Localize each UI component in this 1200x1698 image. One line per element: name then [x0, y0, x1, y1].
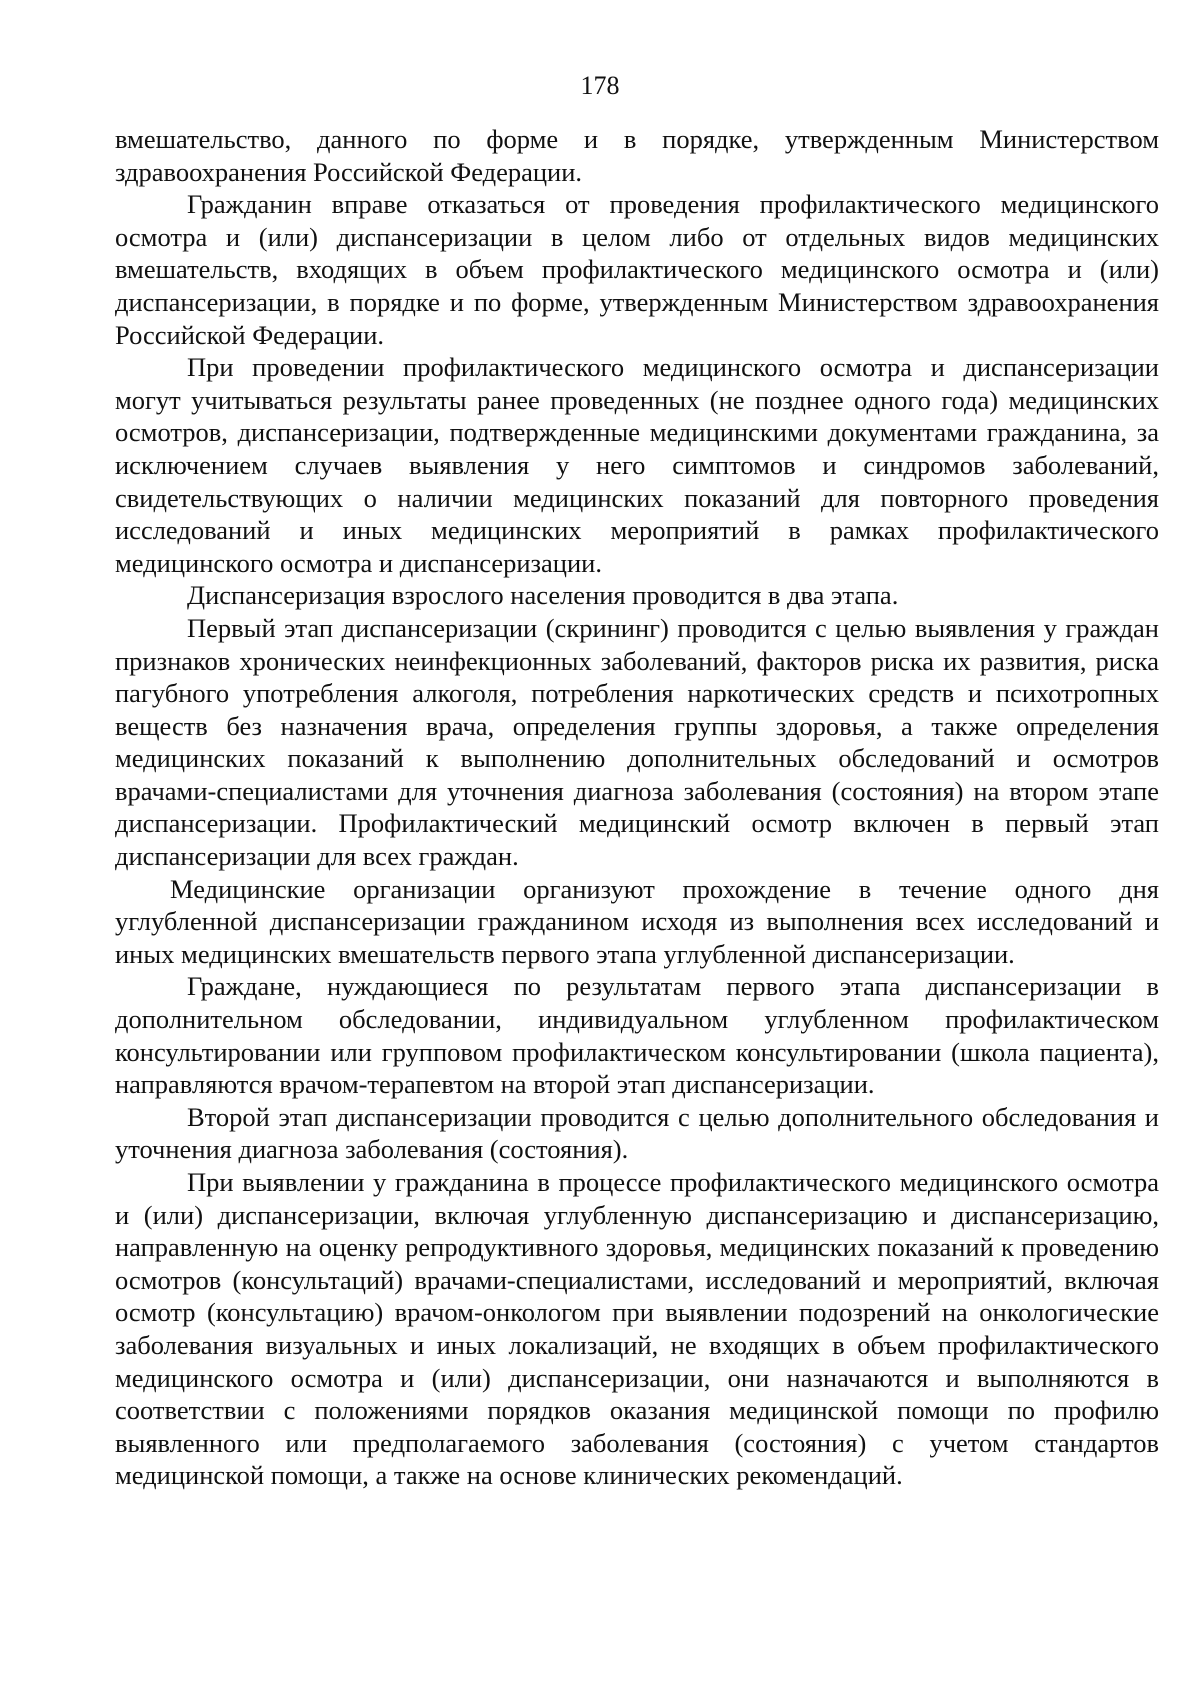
paragraph-continuation: вмешательство, данного по форме и в порядке, утвержденным Министерством здравоохранения Российской Федерации. — [115, 124, 1159, 187]
paragraph-first-stage: Первый этап диспансеризации (скрининг) проводится с целью выявления у граждан признаков хронических неинфекционных заболеваний, факторов риска их развития, риска пагубного употребления алкоголя, потребления наркотических средств и психотропных веществ без назначения врача, определения группы здоровья, а также определения медицинских показаний к выполнению дополнительных обследований и осмотров врачами-специалистами для уточнения диагноза заболевания (состояния) на втором этапе диспансеризации. Профилактический медицинский осмотр включен в первый этап диспансеризации для всех граждан. — [115, 612, 1159, 872]
paragraph-refusal-right: Гражданин вправе отказаться от проведения профилактического медицинского осмотра и (или) диспансеризации в целом либо от отдельных видов медицинских вмешательств, входящих в объем профилактического медицинского осмотра и (или) диспансеризации, в порядке и по форме, утвержденным Министерством здравоохранения Российской Федерации. — [115, 189, 1159, 350]
document-body — [115, 123, 1159, 1492]
paragraph-referral-second-stage: Граждане, нуждающиеся по результатам первого этапа диспансеризации в дополнительном обследовании, индивидуальном углубленном профилактическом консультировании или групповом профилактическом консультировании (школа пациента), направляются врачом-терапевтом на второй этап диспансеризации. — [115, 971, 1159, 1100]
paragraph-previous-results: При проведении профилактического медицинского осмотра и диспансеризации могут учитываться результаты ранее проведенных (не позднее одного года) медицинских осмотров, диспансеризации, подтвержденные медицинскими документами гражданина, за исключением случаев выявления у него симптомов и синдромов заболеваний, свидетельствующих о наличии медицинских показаний для повторного проведения исследований и иных медицинских мероприятий в рамках профилактического медицинского осмотра и диспансеризации. — [115, 352, 1159, 578]
paragraph-two-stages: Диспансеризация взрослого населения проводится в два этапа. — [187, 580, 899, 611]
paragraph-in-depth-one-day: Медицинские организации организуют прохождение в течение одного дня углубленной диспансеризации гражданином исходя из выполнения всех исследований и иных медицинских вмешательств первого этапа углубленной диспансеризации. — [115, 873, 1159, 969]
page-number: 178 — [580, 71, 620, 100]
paragraph-additional-examinations: При выявлении у гражданина в процессе профилактического медицинского осмотра и (или) диспансеризации, включая углубленную диспансеризацию и диспансеризацию, направленную на оценку репродуктивного здоровья, медицинских показаний к проведению осмотров (консультаций) врачами-специалистами, исследований и мероприятий, включая осмотр (консультацию) врачом-онкологом при выявлении подозрений на онкологические заболевания визуальных и иных локализаций, не входящих в объем профилактического медицинского осмотра и (или) диспансеризации, они назначаются и выполняются в соответствии с положениями порядков оказания медицинской помощи по профилю выявленного или предполагаемого заболевания (состояния) с учетом стандартов медицинской помощи, а также на основе клинических рекомендаций. — [115, 1167, 1159, 1491]
paragraph-second-stage: Второй этап диспансеризации проводится с целью дополнительного обследования и уточнения диагноза заболевания (состояния). — [115, 1101, 1159, 1165]
